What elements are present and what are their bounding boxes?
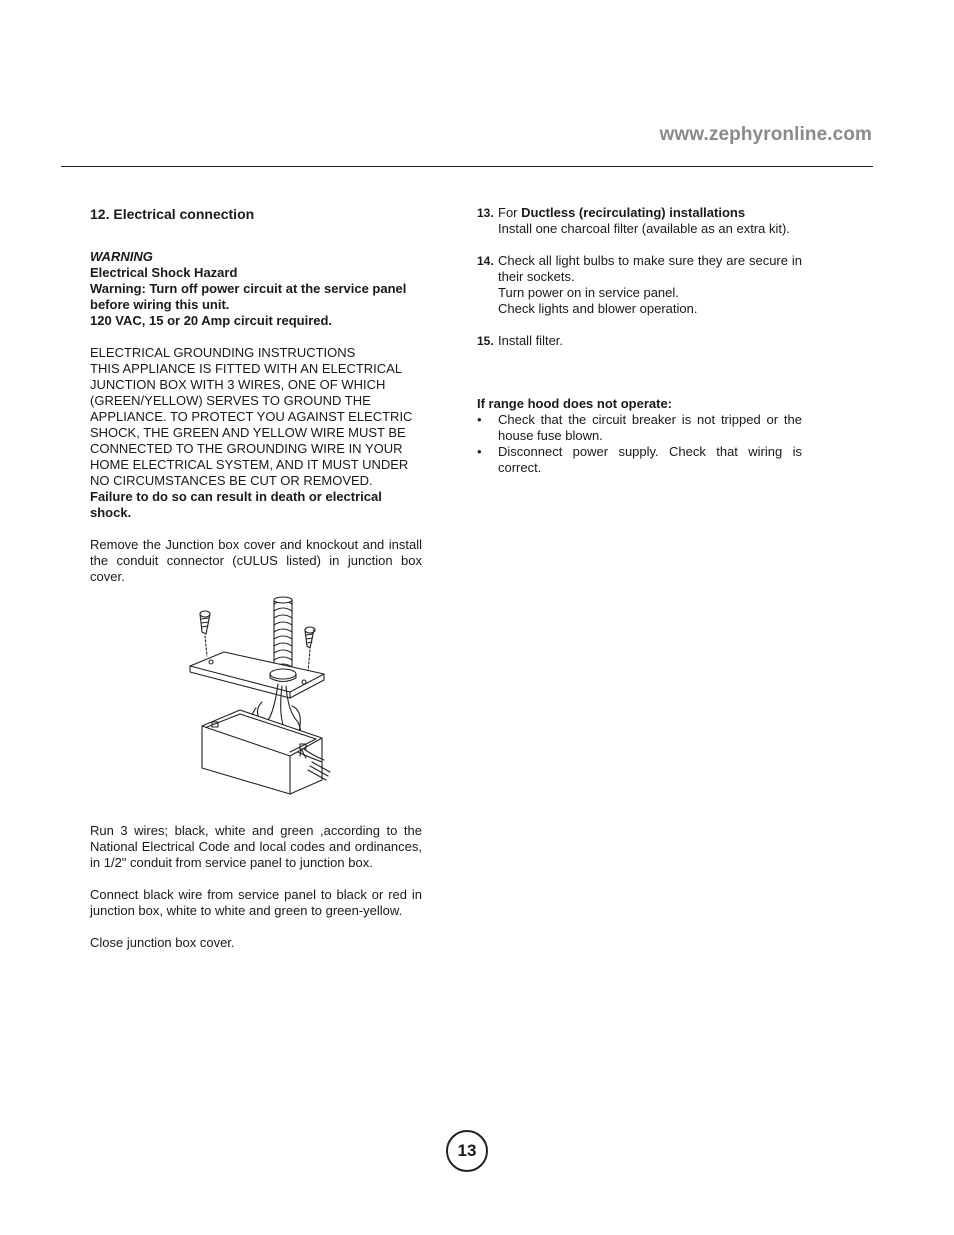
- step-15: [477, 333, 802, 349]
- close-cover-instruction: Close junction box cover.: [90, 935, 235, 950]
- step-14-line: Check all light bulbs to make sure they are secure in their sockets.: [498, 253, 802, 284]
- junction-box-icon: [202, 710, 330, 794]
- section-title: 12. Electrical connection: [90, 206, 255, 222]
- step-15-text: Install filter.: [498, 333, 564, 348]
- power-off-warning: Warning: Turn off power circuit at the service panel before wiring this unit.: [90, 281, 407, 312]
- grounding-line: SHOCK, THE GREEN AND YELLOW WIRE MUST BE: [90, 425, 406, 440]
- page-number: 13: [446, 1130, 488, 1172]
- step-14: [477, 253, 802, 317]
- step-number: 15.: [477, 334, 494, 348]
- site-url: www.zephyronline.com: [659, 124, 872, 145]
- grounding-line: APPLIANCE. TO PROTECT YOU AGAINST ELECTRIC: [90, 409, 413, 424]
- junction-instructions: Remove the Junction box cover and knockout and install the conduit connector (cULUS listed) in junction box cover.: [90, 537, 422, 584]
- warning-label: WARNING: [90, 249, 153, 264]
- hazard-title: Electrical Shock Hazard: [90, 265, 238, 280]
- grounding-title: ELECTRICAL GROUNDING INSTRUCTIONS: [90, 345, 356, 360]
- screw-left-icon: [200, 611, 210, 656]
- troubleshoot-title: If range hood does not operate:: [477, 396, 673, 411]
- right-column: [477, 205, 802, 476]
- junction-box-drawing: [182, 592, 332, 797]
- step-13-lead: For: [498, 205, 522, 220]
- run-wires-instructions: Run 3 wires; black, white and green ,according to the National Electrical Code and local codes and ordinances, in 1/2" conduit from service panel to junction box.: [90, 823, 422, 870]
- step-14-line: Check lights and blower operation.: [498, 301, 698, 316]
- header-divider: [61, 166, 873, 167]
- screw-right-icon: [305, 627, 315, 672]
- step-number: 13.: [477, 206, 494, 220]
- grounding-line: (GREEN/YELLOW) SERVES TO GROUND THE: [90, 393, 371, 408]
- connect-wires-instructions: Connect black wire from service panel to black or red in junction box, white to white and green to green-yellow.: [90, 887, 422, 918]
- grounding-line: JUNCTION BOX WITH 3 WIRES, ONE OF WHICH: [90, 377, 386, 392]
- step-13-detail: Install one charcoal filter (available as an extra kit).: [498, 221, 790, 236]
- grounding-line: THIS APPLIANCE IS FITTED WITH AN ELECTRICAL: [90, 361, 403, 376]
- bullet-text: Check that the circuit breaker is not tripped or the house fuse blown.: [498, 412, 802, 443]
- step-13-title: Ductless (recirculating) installations: [521, 205, 746, 220]
- circuit-requirement: 120 VAC, 15 or 20 Amp circuit required.: [90, 313, 333, 328]
- failure-warning: Failure to do so can result in death or electrical shock.: [90, 489, 382, 520]
- bullet: •: [477, 412, 482, 427]
- flexible-conduit-icon: [274, 597, 292, 670]
- grounding-line: CONNECTED TO THE GROUNDING WIRE IN YOUR: [90, 441, 403, 456]
- junction-box-cover-icon: [190, 652, 324, 698]
- step-14-line: Turn power on in service panel.: [498, 285, 679, 300]
- list-item: [477, 444, 802, 476]
- junction-box-illustration: [182, 592, 332, 797]
- step-number: 14.: [477, 254, 494, 268]
- step-13: [477, 205, 802, 237]
- bullet: •: [477, 444, 482, 459]
- bullet-text: Disconnect power supply. Check that wiring is correct.: [498, 444, 802, 475]
- grounding-line: NO CIRCUMSTANCES BE CUT OR REMOVED.: [90, 473, 373, 488]
- left-column: [90, 205, 422, 585]
- list-item: [477, 412, 802, 444]
- left-column-continued: [90, 823, 422, 951]
- grounding-line: HOME ELECTRICAL SYSTEM, AND IT MUST UNDER: [90, 457, 409, 472]
